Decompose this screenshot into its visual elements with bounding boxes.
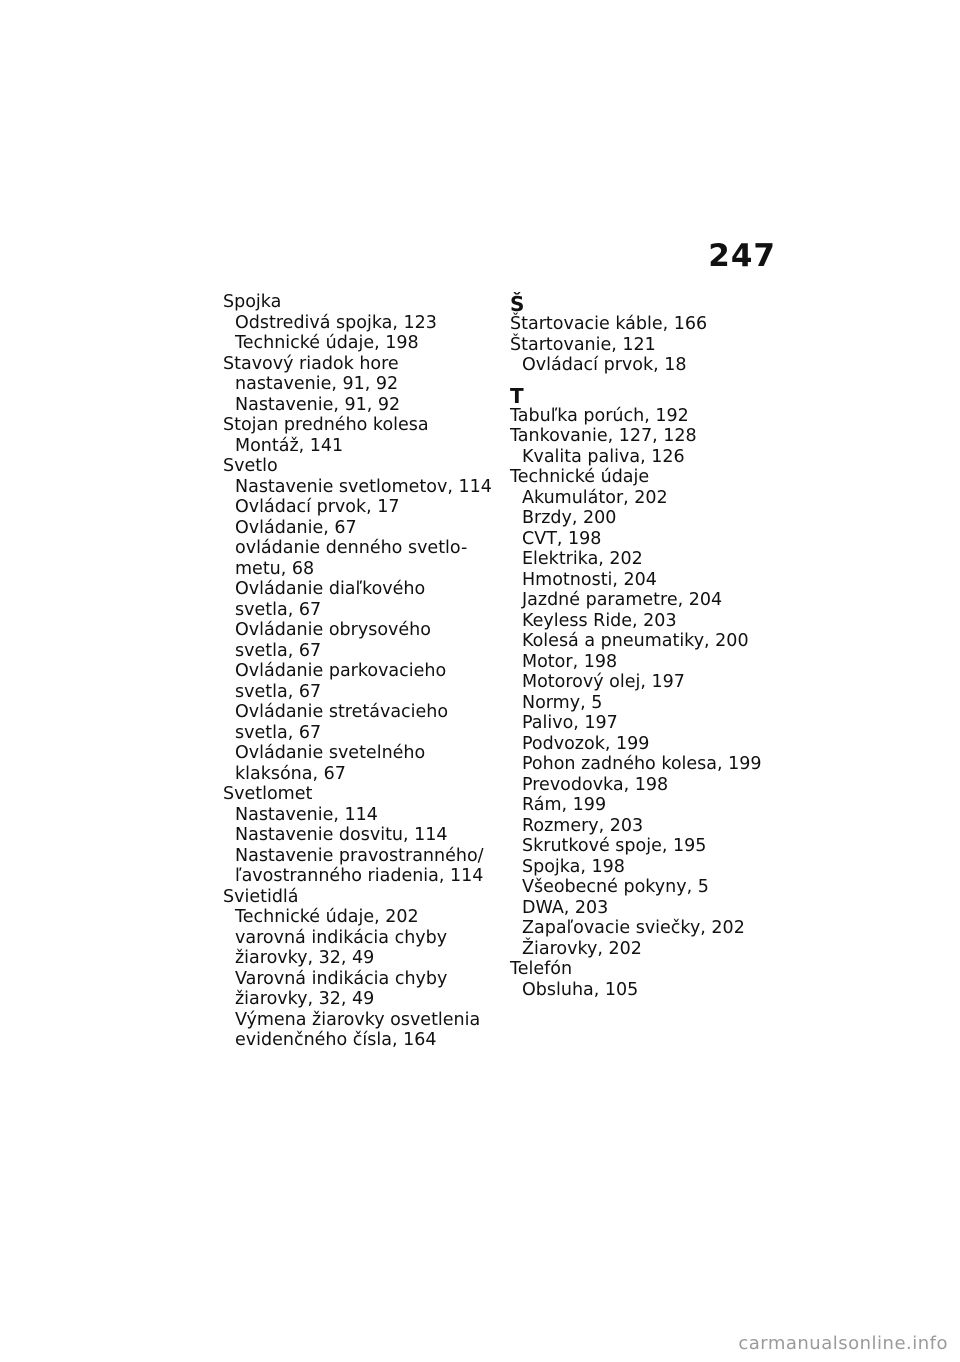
index-subentry: Nastavenie, 114 [235,804,378,825]
index-subentry: Nastavenie dosvitu, 114 [235,825,448,845]
index-subentry: Technické údaje, 198 [235,333,419,353]
index-subentry: Podvozok, 199 [522,733,650,754]
index-subentry: svetla, 67 [235,722,322,743]
index-subentry: Akumulátor, 202 [522,487,668,508]
index-subentry: svetla, 67 [235,640,322,661]
index-subentry: Nastavenie pravostranného/ [235,845,484,866]
watermark-footer: carmanualsonline.info [738,1333,948,1354]
index-subentry: Obsluha, 105 [522,979,639,1000]
index-subentry: Palivo, 197 [522,713,618,733]
index-subentry: Brzdy, 200 [522,508,617,528]
index-entry: Stavový riadok hore [223,353,399,374]
index-subentry: Rozmery, 203 [522,815,644,836]
index-entry: Štartovacie káble, 166 [510,314,708,334]
index-subentry: Ovládací prvok, 18 [522,355,687,375]
index-subentry: Ovládanie diaľkového [235,579,426,599]
index-letter-heading: T [510,383,524,408]
index-subentry: Jazdné parametre, 204 [522,590,723,610]
index-subentry: varovná indikácia chyby [235,927,448,948]
index-subentry: Pohon zadného kolesa, 199 [522,754,762,774]
index-subentry: Kvalita paliva, 126 [522,446,685,467]
index-subentry: Výmena žiarovky osvetlenia [235,1009,481,1030]
index-entry: Tankovanie, 127, 128 [510,426,697,446]
index-entry: Svetlomet [223,784,313,804]
index-entry: Štartovanie, 121 [510,334,656,355]
index-subentry: Kolesá a pneumatiky, 200 [522,631,749,651]
index-subentry: Prevodovka, 198 [522,774,669,795]
index-subentry: žiarovky, 32, 49 [235,948,375,968]
index-subentry: Ovládanie parkovacieho [235,661,447,681]
index-subentry: klaksóna, 67 [235,763,346,784]
index-subentry: Ovládanie obrysového [235,620,431,640]
index-subentry: Skrutkové spoje, 195 [522,836,707,856]
index-subentry: Ovládanie svetelného [235,743,426,763]
index-subentry: Hmotnosti, 204 [522,569,657,590]
index-subentry: CVT, 198 [522,528,602,549]
index-subentry: Ovládanie stretávacieho [235,702,449,722]
index-column-left [223,292,498,1051]
index-entry: Telefón [510,959,573,979]
index-subentry: Varovná indikácia chyby [235,968,448,989]
index-subentry: Nastavenie svetlometov, 114 [235,476,492,497]
index-subentry: Motor, 198 [522,651,618,672]
index-entry: Tabuľka porúch, 192 [510,405,689,426]
index-entry: Svietidlá [223,886,299,907]
index-subentry: Normy, 5 [522,692,603,713]
index-subentry: Ovládanie, 67 [235,517,357,538]
index-letter-heading: Š [510,292,525,316]
index-subentry: Keyless Ride, 203 [522,610,677,631]
index-subentry: Elektrika, 202 [522,549,643,569]
index-subentry: svetla, 67 [235,599,322,620]
index-subentry: Rám, 199 [522,795,607,815]
index-entry: Stojan predného kolesa [223,415,429,435]
index-subentry: DWA, 203 [522,897,609,918]
index-subentry: Nastavenie, 91, 92 [235,394,401,415]
index-subentry: Motorový olej, 197 [522,672,685,692]
index-subentry: Spojka, 198 [522,856,625,877]
index-subentry: svetla, 67 [235,681,322,702]
index-subentry: ľavostranného riadenia, 114 [235,866,484,886]
index-entry: Technické údaje [510,467,650,487]
index-subentry: metu, 68 [235,558,315,579]
index-entry: Spojka [223,292,282,312]
index-subentry: Žiarovky, 202 [522,938,642,959]
index-subentry: Všeobecné pokyny, 5 [522,877,709,897]
index-subentry: evidenčného čísla, 164 [235,1030,437,1050]
page-number: 247 [708,238,776,274]
index-subentry: ovládanie denného svetlo- [235,538,468,558]
index-subentry: Zapaľovacie sviečky, 202 [522,918,745,938]
index-subentry: Montáž, 141 [235,435,344,456]
index-subentry: Ovládací prvok, 17 [235,497,400,517]
index-subentry: žiarovky, 32, 49 [235,989,375,1009]
index-entry: Svetlo [223,456,278,476]
index-subentry: nastavenie, 91, 92 [235,374,399,394]
index-column-right [510,292,790,1000]
index-subentry: Odstredivá spojka, 123 [235,312,437,333]
index-subentry: Technické údaje, 202 [235,907,419,927]
